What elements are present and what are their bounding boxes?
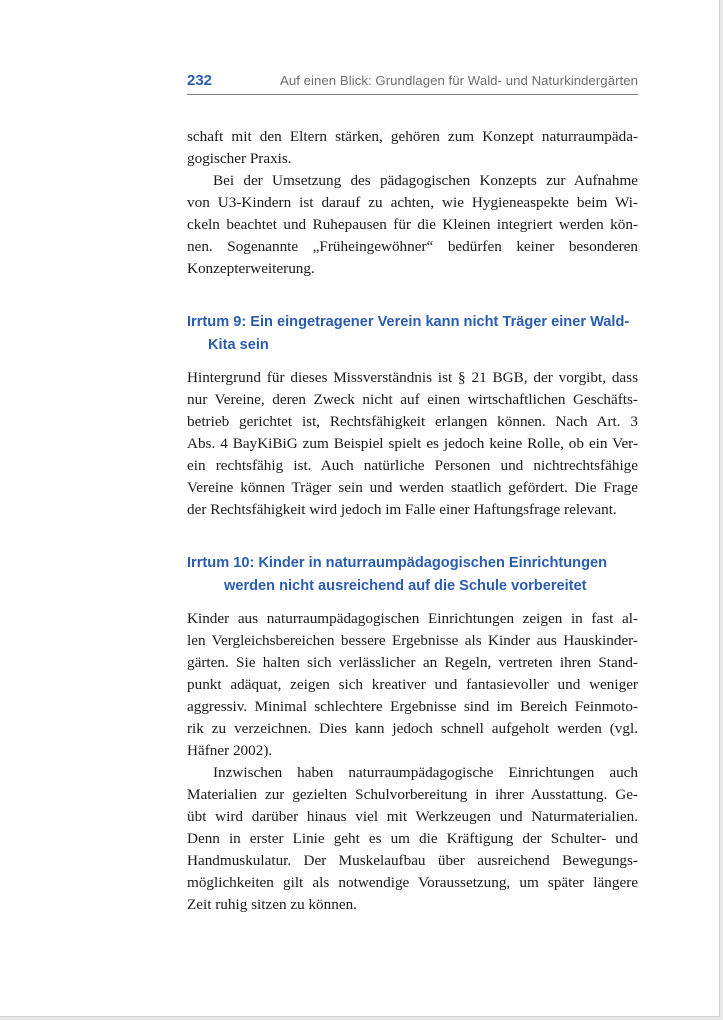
text-line: Bei der Umsetzung des pädagogischen Konzepts zur Aufnahme: [213, 172, 638, 189]
text-line: Zeit ruhig sitzen zu können.: [187, 896, 357, 913]
text-line: nen. Sogenannte „Früheingewöhner“ bedürfen keiner besonderen: [187, 238, 638, 255]
section-heading-irrtum-9: [187, 311, 638, 357]
text-line: punkt adäquat, zeigen sich kreativer und fantasievoller und weniger: [187, 676, 638, 693]
text-line: Materialien zur gezielten Schulvorbereitung in ihrer Ausstattung. Ge-: [187, 786, 638, 803]
page-header: [187, 72, 638, 95]
intro-paragraph-2: [187, 170, 638, 280]
intro-paragraph-1: [187, 126, 638, 170]
text-line: Kinder aus naturraumpädagogischen Einrichtungen zeigen in fast al-: [187, 610, 638, 627]
text-line: Hintergrund für dieses Missverständnis ist § 21 BGB, der vorgibt, dass: [187, 369, 638, 386]
heading-line: werden nicht ausreichend auf die Schule vorbereitet: [224, 578, 587, 594]
text-line: ein rechtsfähig ist. Auch natürliche Personen und nichtrechtsfähige: [187, 457, 638, 474]
text-line: schaft mit den Eltern stärken, gehören zum Konzept naturraumpäda-: [187, 128, 638, 145]
page-body: [187, 126, 638, 916]
text-line: Handmuskulatur. Der Muskelaufbau über ausreichend Bewegungs-: [187, 852, 638, 869]
text-line: Vereine können Träger sein und werden staatlich gefördert. Die Frage: [187, 479, 638, 496]
text-line: möglichkeiten gilt als notwendige Voraussetzung, um später längere: [187, 874, 638, 891]
text-line: betrieb gerichtet ist, Rechtsfähigkeit erlangen können. Nach Art. 3: [187, 413, 638, 430]
text-line: rik zu verzeichnen. Dies kann jedoch schnell aufgeholt werden (vgl.: [187, 720, 638, 737]
text-line: der Rechtsfähigkeit wird jedoch im Falle einer Haftungsfrage relevant.: [187, 501, 617, 518]
text-line: Abs. 4 BayKiBiG zum Beispiel spielt es jedoch keine Rolle, ob ein Ver-: [187, 435, 638, 452]
text-line: Denn in erster Linie geht es um die Kräftigung der Schulter- und: [187, 830, 638, 847]
page-number: 232: [187, 72, 213, 89]
text-line: ckeln beachtet und Ruhepausen für die Kleinen integriert werden kön-: [187, 216, 638, 233]
section-10-paragraph-1: [187, 608, 638, 762]
heading-line: Irrtum 10: Kinder in naturraumpädagogischen Einrichtungen: [187, 555, 608, 571]
section-9-paragraph: [187, 367, 638, 521]
running-title: Auf einen Blick: Grundlagen für Wald- und Naturkindergärten: [280, 73, 638, 88]
text-line: Häfner 2002).: [187, 742, 273, 759]
text-line: übt wird darüber hinaus viel mit Werkzeugen und Naturmaterialien.: [187, 808, 638, 825]
text-line: aggressiv. Minimal schlechtere Ergebnisse sind im Bereich Feinmoto-: [187, 698, 638, 715]
text-line: len Vergleichsbereichen bessere Ergebnisse als Kinder aus Hauskinder-: [187, 632, 638, 649]
text-line: Inzwischen haben naturraumpädagogische Einrichtungen auch: [213, 764, 638, 781]
section-10-paragraph-2: [187, 762, 638, 916]
section-heading-irrtum-10: [187, 552, 638, 598]
text-line: gogischer Praxis.: [187, 150, 292, 167]
text-line: nur Vereine, deren Zweck nicht auf einen wirtschaftlichen Geschäfts-: [187, 391, 638, 408]
text-line: gärten. Sie halten sich verlässlicher an Regeln, vertreten ihren Stand-: [187, 654, 638, 671]
heading-line: Kita sein: [208, 337, 269, 353]
heading-line: Irrtum 9: Ein eingetragener Verein kann nicht Träger einer Wald-: [187, 314, 630, 330]
text-line: Konzepterweiterung.: [187, 260, 315, 277]
text-line: von U3-Kindern ist darauf zu achten, wie Hygieneaspekte beim Wi-: [187, 194, 638, 211]
